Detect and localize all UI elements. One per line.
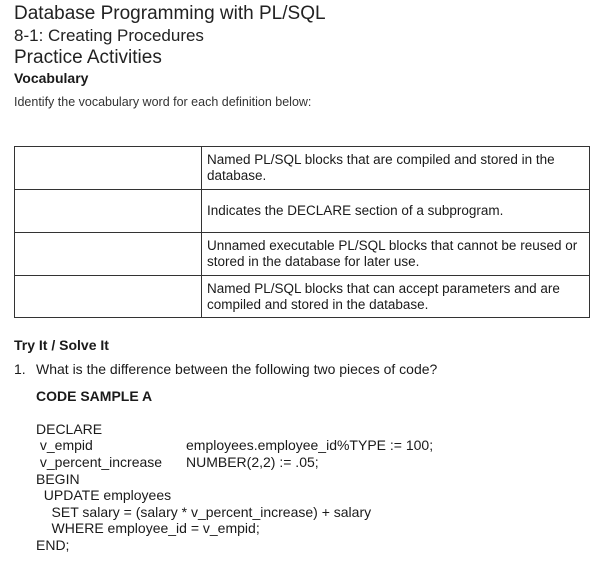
vocabulary-heading: Vocabulary — [14, 70, 89, 86]
code-variable-name: v_empid — [36, 437, 93, 453]
section-title: Practice Activities — [14, 47, 162, 68]
code-sample-title: CODE SAMPLE A — [36, 388, 153, 404]
vocabulary-term-cell[interactable] — [15, 276, 202, 318]
vocabulary-definition: Indicates the DECLARE section of a subprogram. — [202, 190, 590, 233]
vocabulary-definition: Unnamed executable PL/SQL blocks that cannot be reused or stored in the database for later use. — [202, 233, 590, 276]
code-line: UPDATE employees — [36, 487, 172, 503]
vocabulary-term-cell[interactable] — [15, 147, 202, 190]
vocabulary-definition: Named PL/SQL blocks that can accept parameters and are compiled and stored in the database. — [202, 276, 590, 318]
code-line: SET salary = (salary * v_percent_increase) + salary — [36, 504, 372, 520]
vocabulary-row — [15, 233, 590, 276]
vocabulary-row — [15, 276, 590, 318]
try-it-heading: Try It / Solve It — [14, 337, 109, 353]
vocabulary-term-cell[interactable] — [15, 233, 202, 276]
code-line: END; — [36, 537, 70, 553]
vocabulary-row — [15, 147, 590, 190]
vocabulary-row — [15, 190, 590, 233]
code-line: WHERE employee_id = v_empid; — [36, 520, 260, 536]
vocabulary-term-cell[interactable] — [15, 190, 202, 233]
course-title: Database Programming with PL/SQL — [14, 3, 326, 24]
code-line: BEGIN — [36, 471, 80, 487]
code-variable-name: v_percent_increase — [36, 454, 163, 470]
question-1 — [14, 361, 437, 377]
question-number: 1. — [14, 361, 26, 377]
question-text: What is the difference between the following two pieces of code? — [36, 361, 438, 377]
vocabulary-definition: Named PL/SQL blocks that are compiled and stored in the database. — [202, 147, 590, 190]
vocabulary-table — [14, 146, 590, 318]
vocabulary-instructions: Identify the vocabulary word for each definition below: — [14, 95, 312, 109]
code-line — [36, 454, 319, 470]
code-line: DECLARE — [36, 421, 103, 437]
code-variable-type: NUMBER(2,2) := .05; — [186, 454, 319, 470]
code-variable-type: employees.employee_id%TYPE := 100; — [186, 437, 434, 453]
code-line — [36, 437, 434, 453]
lesson-title: 8-1: Creating Procedures — [14, 26, 204, 45]
